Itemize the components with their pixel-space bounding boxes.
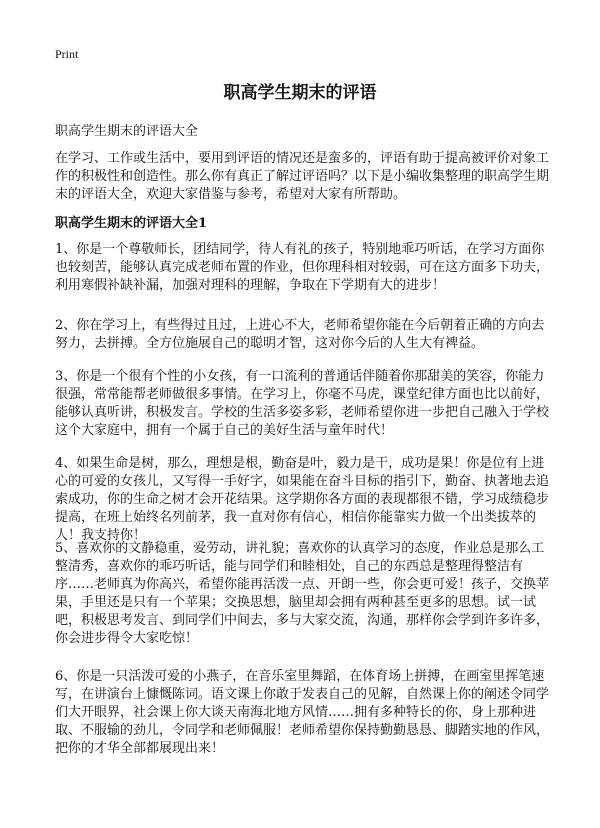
document-subtitle: 职高学生期末的评语大全 bbox=[55, 124, 199, 139]
comment-paragraph-5: 5、喜欢你的文静稳重，爱劳动，讲礼貌；喜欢你的认真学习的态度，作业总是那么工整清秀，喜欢你的乖巧听话，能与同学们和睦相处，自己的东西总是整理得整洁有序……老师真为你高兴，希望你能再活泼一点、开朗一些，你会更可爱！孩子，交换苹果，手里还是只有一个苹果；交换思想，脑里却会拥有两种甚至更多的思想。试一试吧，积极思考发言、到同学们中间去，多与大家交流，沟通，那样你会学到许多许多，你会进步得令大家吃惊！ bbox=[55, 541, 550, 646]
comment-paragraph-4: 4、如果生命是树，那么，理想是根，勤奋是叶，毅力是干，成功是果！你是位有上进心的可爱的女孩儿，又写得一手好字，如果能在奋斗目标的指引下，勤奋、执著地去追索成功，你的生命之树才会开花结果。这学期你各方面的表现都很不错，学习成绩稳步提高，在班上始终名列前茅，我一直对你有信心，相信你能靠实力做一个出类拔萃的人！我支持你！ bbox=[55, 456, 550, 543]
print-label: Print bbox=[55, 47, 79, 61]
comment-paragraph-1: 1、你是一个尊敬师长，团结同学，待人有礼的孩子，特别地乖巧听话，在学习方面你也较刻苦，能够认真完成老师布置的作业，但你理科相对较弱，可在这方面多下功夫，利用寒假补缺补漏，加强对理科的理解，争取在下学期有大的进步！ bbox=[55, 242, 550, 293]
comment-paragraph-6: 6、你是一只活泼可爱的小燕子，在音乐室里舞蹈，在体育场上拼搏，在画室里挥笔速写，在讲演台上慷慨陈词。语文课上你敢于发表自己的见解，自然课上你的阐述令同学们大开眼界，社会课上你大谈天南海北地方风情……拥有多种特长的你，身上那种进取、不服输的劲儿，令同学和老师佩服！老师希望你保持勤勤恳恳、脚踏实地的作风，把你的才华全部都展现出来！ bbox=[55, 669, 550, 756]
page-title: 职高学生期末的评语 bbox=[223, 83, 377, 103]
intro-paragraph: 在学习、工作或生活中，要用到评语的情况还是蛮多的，评语有助于提高被评价对象工作的积极性和创造性。那么你有真正了解过评语吗？以下是小编收集整理的职高学生期末的评语大全，欢迎大家借鉴与参考，希望对大家有所帮助。 bbox=[55, 151, 550, 202]
comment-paragraph-3: 3、你是一个很有个性的小女孩，有一口流利的普通话伴随着你那甜美的笑容，你能力很强，常常能帮老师做很多事情。在学习上，你毫不马虎，课堂纪律方面也比以前好，能够认真听讲，积极发言。学校的生活多姿多彩，老师希望你进一步把自己融入于学校这个大家庭中，拥有一个属于自己的美好生活与童年时代！ bbox=[55, 369, 550, 438]
comment-paragraph-2: 2、你在学习上，有些得过且过，上进心不大，老师希望你能在今后朝着正确的方向去努力，去拼搏。全方位施展自己的聪明才智，这对你今后的人生大有裨益。 bbox=[55, 318, 545, 351]
section-heading: 职高学生期末的评语大全1 bbox=[55, 216, 208, 231]
